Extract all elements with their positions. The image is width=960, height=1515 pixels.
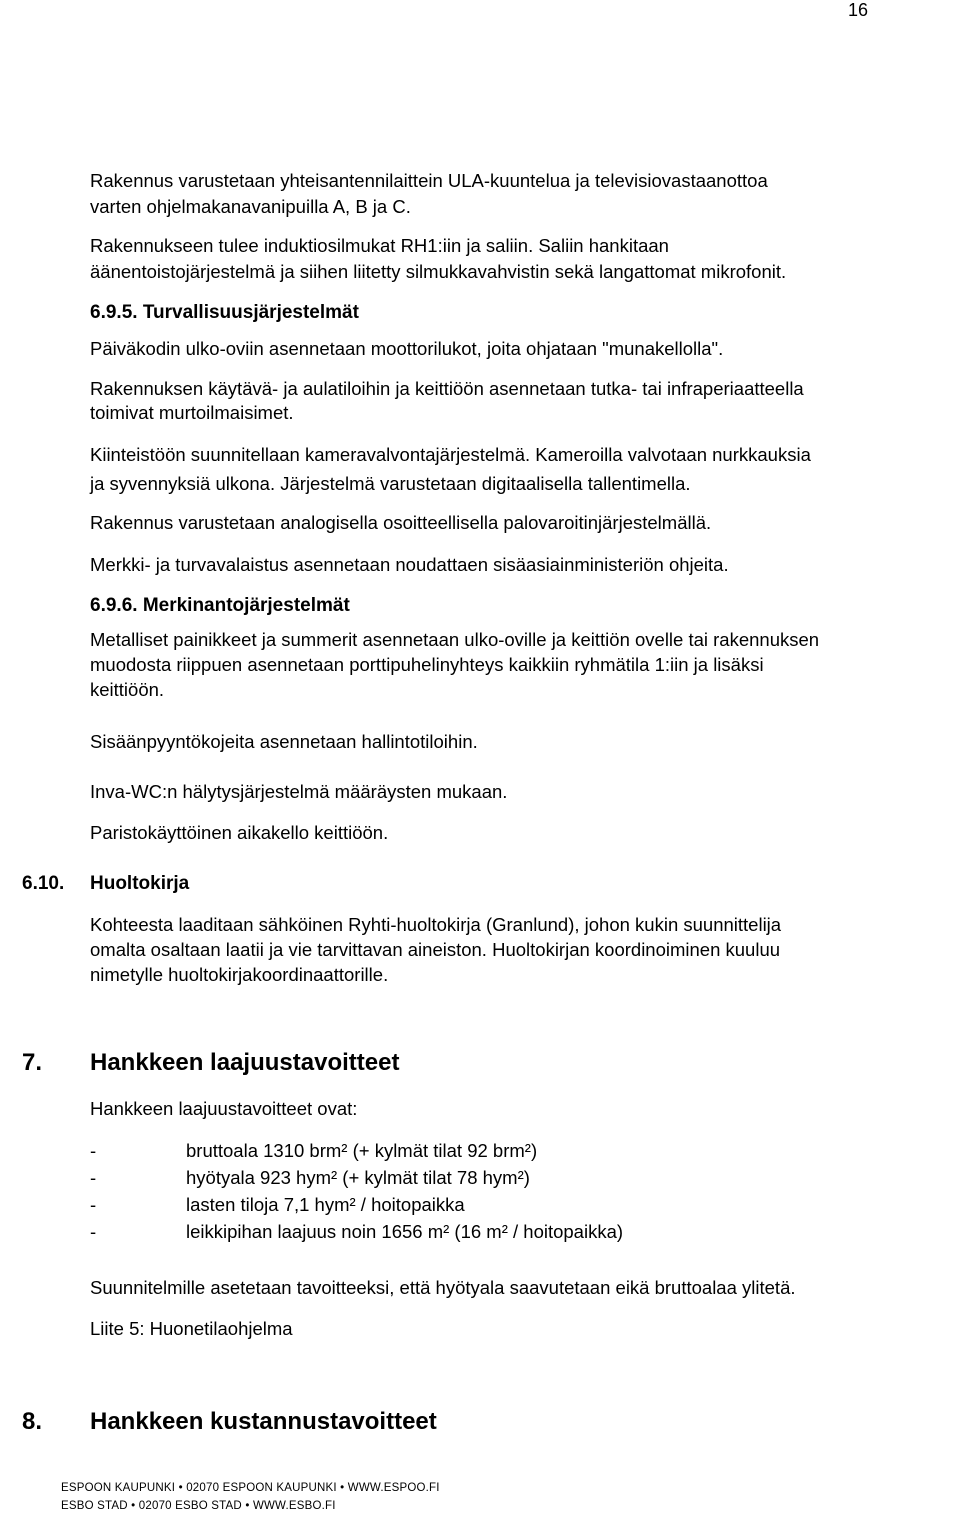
list-dash: - (90, 1194, 97, 1215)
paragraph-emergency-lighting: Merkki- ja turvavalaistus asennetaan noudattaen sisäasiainministeriön ohjeita. (90, 554, 729, 575)
paragraph-maintenance-line-1: Kohteesta laaditaan sähköinen Ryhti-huoltokirja (Granlund), johon kukin suunnittelija (90, 914, 782, 935)
footer-swedish: ESBO STAD • 02070 ESBO STAD • WWW.ESBO.FI (61, 1500, 336, 1512)
paragraph-maintenance-line-3: nimetylle huoltokirjakoordinaattorille. (90, 964, 389, 985)
section-heading-6-10: Huoltokirja (90, 873, 190, 894)
footer-finnish: ESPOON KAUPUNKI • 02070 ESPOON KAUPUNKI • WWW.ESPOO.FI (61, 1482, 440, 1494)
paragraph-inva-wc: Inva-WC:n hälytysjärjestelmä määräysten mukaan. (90, 781, 508, 802)
section-heading-8: Hankkeen kustannustavoitteet (90, 1408, 437, 1435)
list-dash: - (90, 1221, 97, 1242)
paragraph-clock: Paristokäyttöinen aikakello keittiöön. (90, 822, 389, 843)
paragraph-induction-line-2: äänentoistojärjestelmä ja siihen liitetty silmukkavahvistin sekä langattomat mikrofonit. (90, 261, 787, 282)
list-item-text: leikkipihan laajuus noin 1656 m² (16 m² / hoitopaikka) (186, 1221, 624, 1242)
paragraph-buttons-line-3: keittiöön. (90, 679, 165, 700)
paragraph-target: Suunnitelmille asetetaan tavoitteeksi, että hyötyala saavutetaan eikä bruttoalaa ylitetä. (90, 1277, 796, 1298)
paragraph-call-devices: Sisäänpyyntökojeita asennetaan hallintotiloihin. (90, 731, 478, 752)
list-dash: - (90, 1167, 97, 1188)
paragraph-intrusion-line-2: toimivat murtoilmaisimet. (90, 402, 294, 423)
paragraph-appendix: Liite 5: Huonetilaohjelma (90, 1318, 293, 1339)
section-number-6-10: 6.10. (22, 873, 65, 894)
paragraph-antenna-line-1: Rakennus varustetaan yhteisantennilaittein ULA-kuuntelua ja televisiovastaanottoa (90, 170, 768, 191)
paragraph-buttons-line-1: Metalliset painikkeet ja summerit asennetaan ulko-oville ja keittiön ovelle tai rakennuksen (90, 629, 820, 650)
paragraph-camera-line-2: ja syvennyksiä ulkona. Järjestelmä varustetaan digitaalisella tallentimella. (90, 473, 691, 494)
list-item-text: hyötyala 923 hym² (+ kylmät tilat 78 hym²) (186, 1167, 530, 1188)
paragraph-induction-line-1: Rakennukseen tulee induktiosilmukat RH1:iin ja saliin. Saliin hankitaan (90, 235, 669, 256)
list-item-text: lasten tiloja 7,1 hym² / hoitopaikka (186, 1194, 465, 1215)
list-item-text: bruttoala 1310 brm² (+ kylmät tilat 92 brm²) (186, 1140, 538, 1161)
paragraph-camera-line-1: Kiinteistöön suunnitellaan kameravalvontajärjestelmä. Kameroilla valvotaan nurkkauksia (90, 444, 811, 465)
paragraph-motor-locks: Päiväkodin ulko-oviin asennetaan moottorilukot, joita ohjataan "munakellolla". (90, 338, 724, 359)
section-number-7: 7. (22, 1049, 43, 1076)
paragraph-fire-alarm: Rakennus varustetaan analogisella osoitteellisella palovaroitinjärjestelmällä. (90, 512, 712, 533)
paragraph-antenna-line-2: varten ohjelmakanavanipuilla A, B ja C. (90, 196, 411, 217)
section-heading-6-9-6: 6.9.6. Merkinantojärjestelmät (90, 595, 350, 616)
paragraph-buttons-line-2: muodosta riippuen asennetaan porttipuhelinyhteys kaikkiin ryhmätila 1:iin ja lisäksi (90, 654, 764, 675)
section-number-8: 8. (22, 1408, 43, 1435)
section-heading-6-9-5: 6.9.5. Turvallisuusjärjestelmät (90, 302, 359, 323)
page-number: 16 (848, 0, 869, 20)
section-heading-7: Hankkeen laajuustavoitteet (90, 1049, 400, 1076)
paragraph-intrusion-line-1: Rakennuksen käytävä- ja aulatiloihin ja keittiöön asennetaan tutka- tai infraperiaatteella (90, 378, 804, 399)
list-dash: - (90, 1140, 97, 1161)
paragraph-maintenance-line-2: omalta osaltaan laatii ja vie tarvittavan aineiston. Huoltokirjan koordinoiminen kuuluu (90, 939, 781, 960)
paragraph-goals-intro: Hankkeen laajuustavoitteet ovat: (90, 1098, 358, 1119)
